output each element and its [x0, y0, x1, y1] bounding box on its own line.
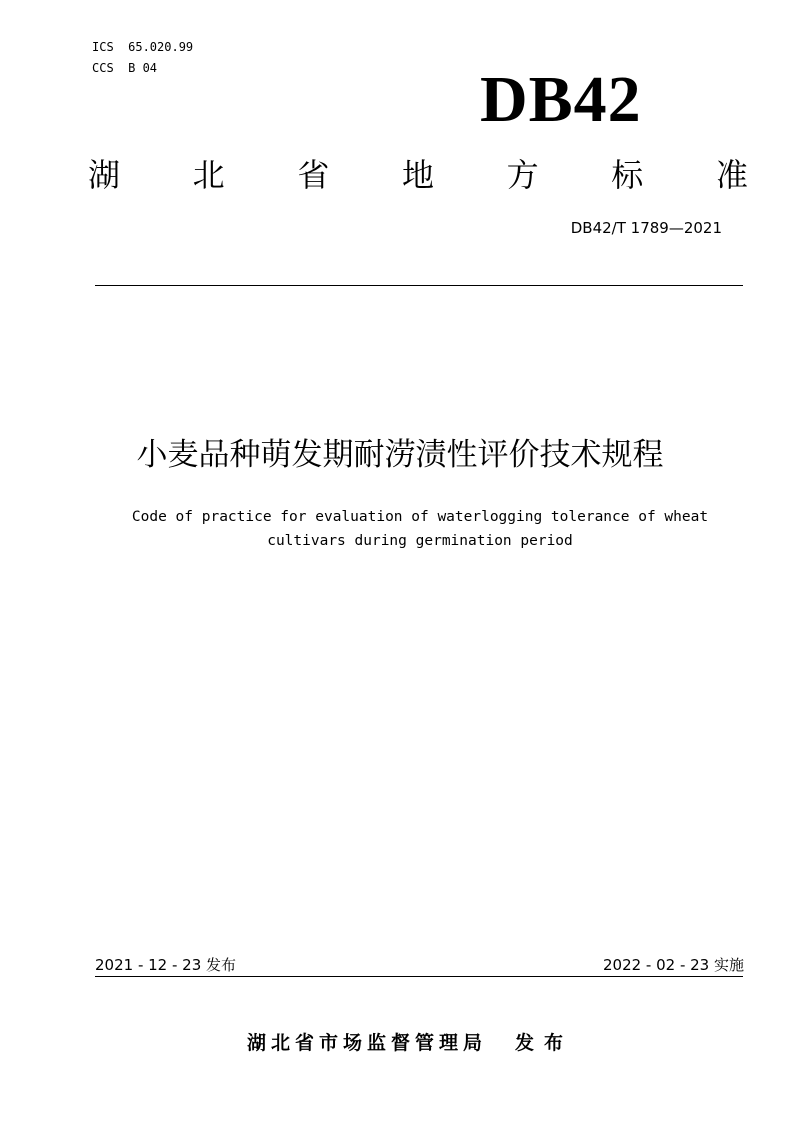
publisher-line — [200, 1030, 620, 1056]
standard-number: DB42/T 1789—2021 — [570, 219, 722, 237]
standard-type-char: 北 — [192, 156, 225, 194]
issue-date: 2021 - 12 - 23 发布 — [95, 956, 237, 974]
standard-type-char: 省 — [297, 156, 330, 194]
standard-type-char: 准 — [715, 156, 748, 194]
standard-type-char: 地 — [401, 156, 434, 194]
db42-logo: DB42 — [480, 63, 642, 136]
ics-code: ICS 65.020.99 — [92, 40, 194, 54]
english-title-line: cultivars during germination period — [267, 533, 573, 549]
standard-type-char: 湖 — [88, 156, 121, 194]
footer-divider — [95, 976, 743, 977]
document-title-english — [60, 505, 780, 553]
standard-type-char: 标 — [611, 156, 644, 194]
standard-type-char: 方 — [506, 156, 539, 194]
publish-label: 发布 — [515, 1032, 574, 1054]
header-divider — [95, 285, 743, 286]
implementation-date: 2022 - 02 - 23 实施 — [602, 956, 744, 974]
english-title-line: Code of practice for evaluation of waterlogging tolerance of wheat — [131, 509, 709, 525]
ccs-code: CCS B 04 — [92, 61, 158, 75]
document-title-chinese: 小麦品种萌发期耐涝渍性评价技术规程 — [136, 437, 664, 473]
publisher-organization: 湖北省市场监督管理局 — [246, 1032, 487, 1054]
standard-type-heading — [88, 152, 748, 198]
